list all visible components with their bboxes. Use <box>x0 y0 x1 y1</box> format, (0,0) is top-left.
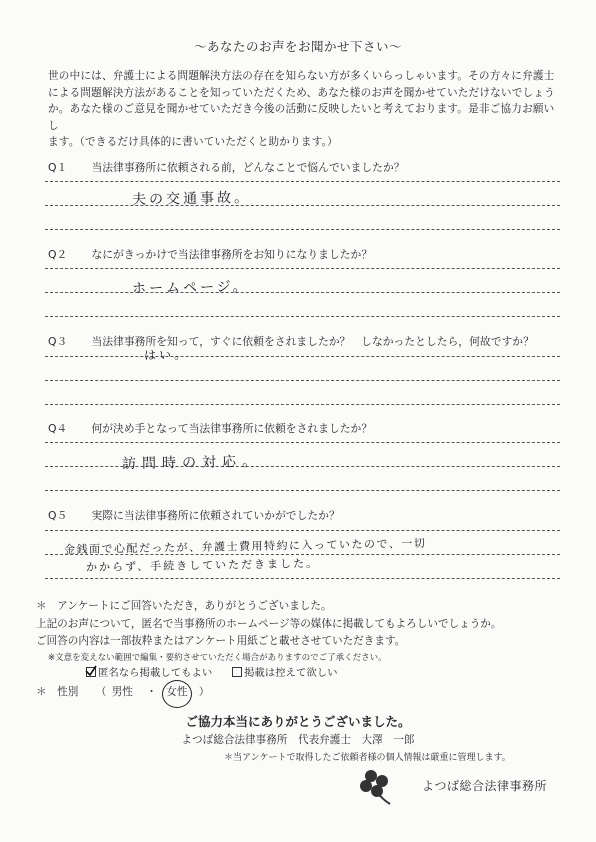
answer-line <box>45 229 560 230</box>
question-text: 当法律事務所に依頼される前，どんなことで悩んでいましたか？ <box>91 161 405 174</box>
edit-disclaimer: ※文意を変えない範囲で編集・要約させていただく場合がありますのでご了承ください。 <box>48 653 387 663</box>
question-text: 当法律事務所を知って，すぐに依頼をされましたか？ しなかったとしたら，何故ですか？ <box>91 335 534 348</box>
clover-logo-icon <box>354 766 400 806</box>
intro-line: ます。（できるだけ具体的に書いていただくと助かります。） <box>48 136 338 148</box>
answer-line <box>45 316 560 317</box>
answer-line <box>45 356 560 357</box>
thanks-note: ＊ アンケートにご回答いただき，ありがとうございました。 <box>36 600 332 612</box>
answer-line <box>45 380 560 381</box>
answer-line <box>45 292 560 293</box>
answer-1: 夫の交通事故。 <box>131 189 252 209</box>
firm-representative: よつば総合法律事務所 代表弁護士 大澤 一郎 <box>181 734 415 746</box>
gender-male[interactable]: 男性 <box>111 686 133 698</box>
intro-line: か。あなた様のご意見を聞かせていただき今後の活動に反映したいと考えております。是非ご協力お願いし <box>48 103 555 132</box>
selection-circle <box>162 680 192 708</box>
option-no-publish[interactable] <box>232 664 338 679</box>
question-5 <box>48 508 340 523</box>
question-number: Q１ <box>48 161 68 174</box>
checkbox[interactable] <box>86 667 96 677</box>
intro-line: による問題解決方法があることを知っていただくため、あなた様のお声を聞かせていただけないでしょう <box>48 86 555 99</box>
page-title: ～あなたのお声をお聞かせ下さい～ <box>193 39 402 54</box>
answer-line <box>45 205 560 206</box>
question-text: なにがきっかけで当法律事務所をお知りになりましたか？ <box>91 248 373 261</box>
option-anonymous-ok[interactable] <box>86 664 212 679</box>
answer-3: はい。 <box>143 347 190 363</box>
question-number: Q４ <box>48 422 68 435</box>
question-text: 実際に当法律事務所に依頼されていかがでしたか？ <box>91 509 340 522</box>
answer-2: ホームページ。 <box>131 278 250 298</box>
gender-female[interactable] <box>166 686 187 698</box>
answer-line <box>45 530 560 531</box>
checkmark-icon <box>85 665 97 677</box>
question-text: 何が決め手となって当法律事務所に依頼をされましたか？ <box>91 422 373 435</box>
question-number: Q３ <box>48 335 68 348</box>
question-number: Q５ <box>48 509 68 522</box>
publish-detail: ご回答の内容は一部抜粋またはアンケート用紙ごと載せさせていただきます。 <box>36 635 406 647</box>
question-1 <box>48 160 405 175</box>
option-label: 匿名なら掲載してもよい <box>98 667 213 679</box>
publish-question: 上記のお声について，匿名で当事務所のホームページ等の媒体に掲載してもよろしいでしょうか。 <box>36 618 502 630</box>
answer-line <box>45 490 560 491</box>
answer-5-line-2: かからず、手続きしていただきました。 <box>85 556 320 575</box>
closing-thanks: ご協力本当にありがとうございました。 <box>185 714 411 729</box>
answer-line <box>45 404 560 405</box>
answer-line <box>45 578 560 579</box>
gender-female-label: 女性 <box>166 686 188 698</box>
answer-5-line-1: 金銭面で心配だったが、弁護士費用特約に入っていたので、一切 <box>63 536 427 557</box>
gender-row <box>36 684 209 699</box>
paren-open: （ <box>95 686 107 698</box>
question-number: Q２ <box>48 248 68 261</box>
intro-paragraph <box>48 68 558 151</box>
checkbox[interactable] <box>232 667 242 677</box>
paren-close: ） <box>198 686 210 698</box>
answer-line <box>45 268 560 269</box>
option-label: 掲載は控えて欲しい <box>244 667 338 679</box>
firm-brand-name: よつば総合法律事務所 <box>422 779 548 793</box>
question-3 <box>48 334 534 349</box>
answer-4: 訪問時の対応。 <box>121 453 263 473</box>
question-2 <box>48 247 372 262</box>
answer-line <box>45 181 560 182</box>
intro-line: 世の中には、弁護士による問題解決方法の存在を知らない方が多くいらっしゃいます。その方々に弁護士 <box>48 70 555 82</box>
question-4 <box>48 421 372 436</box>
gender-label: ＊ 性別 <box>36 686 79 698</box>
privacy-note: ＊当アンケートで取得したご依頼者様の個人情報は厳重に管理します。 <box>224 753 511 763</box>
answer-line <box>45 442 560 443</box>
gender-separator: ・ <box>146 686 157 698</box>
